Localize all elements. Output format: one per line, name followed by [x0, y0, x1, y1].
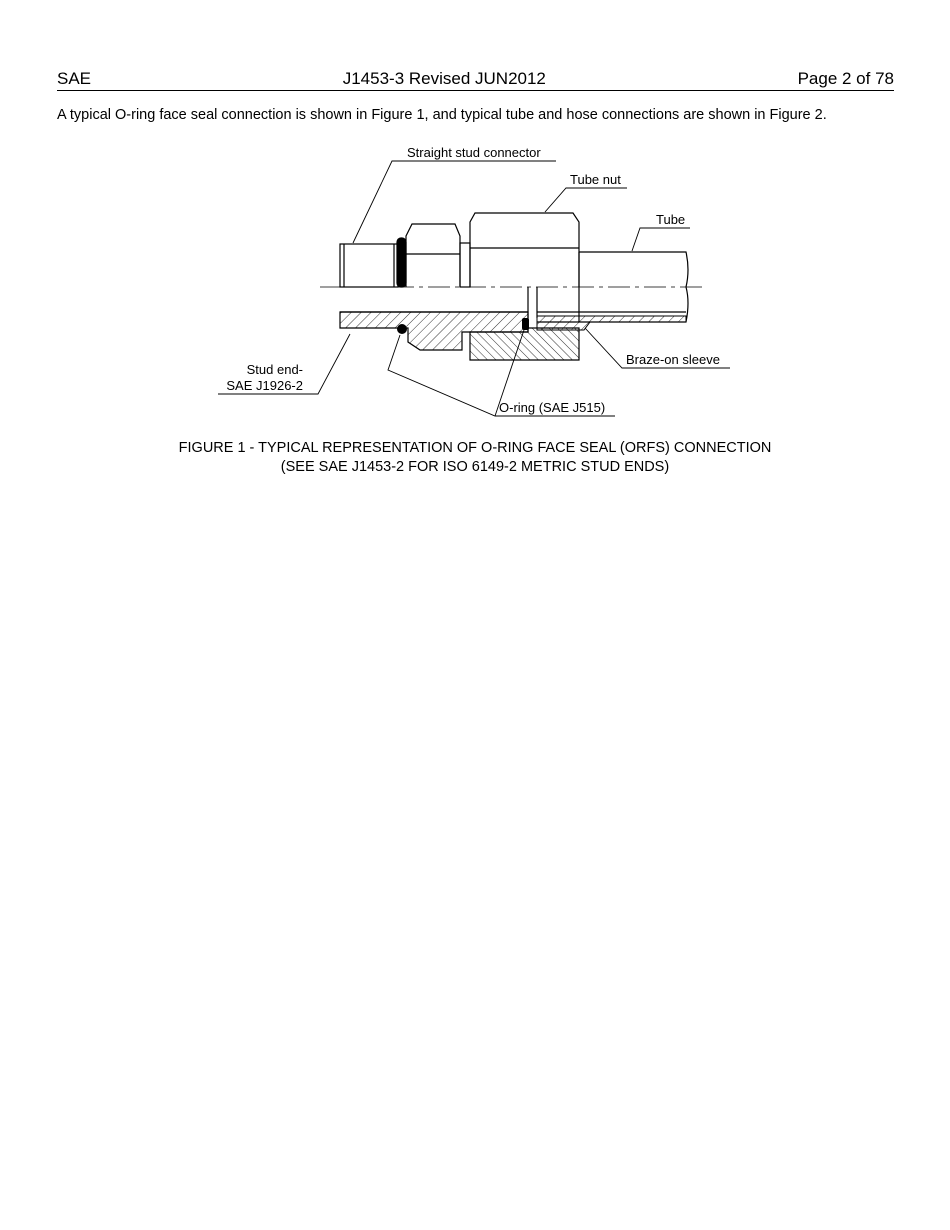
tube-nut-hex: [470, 213, 579, 287]
intro-paragraph: A typical O-ring face seal connection is shown in Figure 1, and typical tube and hose connections are shown in Figure 2.: [57, 107, 827, 123]
face-oring: [522, 318, 529, 330]
stud-oring: [397, 238, 406, 287]
sleeve-section: [537, 316, 686, 330]
label-tube-nut: Tube nut: [570, 172, 621, 187]
leader-tube: [632, 228, 690, 251]
figure-caption-line1: FIGURE 1 - TYPICAL REPRESENTATION OF O-RING FACE SEAL (ORFS) CONNECTION: [178, 440, 772, 456]
header-doc-id: J1453-3 Revised JUN2012: [342, 69, 546, 88]
label-tube: Tube: [656, 212, 686, 227]
label-stud-end-1: Stud end-: [246, 362, 303, 377]
leader-tube-nut: [545, 188, 627, 212]
connector-hex: [406, 224, 460, 287]
leader-straight-stud: [353, 161, 556, 243]
stud-end-body: [340, 244, 398, 287]
label-straight-stud-connector: Straight stud connector: [407, 145, 541, 160]
label-o-ring: O-ring (SAE J515): [499, 400, 606, 415]
label-stud-end-2: SAE J1926-2: [226, 378, 303, 393]
header-org: SAE: [57, 69, 92, 88]
label-braze-on-sleeve: Braze-on sleeve: [626, 352, 720, 367]
figure-1: [0, 0, 950, 440]
header-page-number: Page 2 of 78: [797, 69, 894, 88]
stud-oring-section: [397, 324, 407, 334]
drawing-outline: [340, 213, 688, 322]
orfs-connection-drawing: [0, 0, 950, 440]
figure-caption-line2: (SEE SAE J1453-2 FOR ISO 6149-2 METRIC STUD ENDS): [280, 459, 670, 475]
tube-nut-section: [470, 328, 579, 360]
